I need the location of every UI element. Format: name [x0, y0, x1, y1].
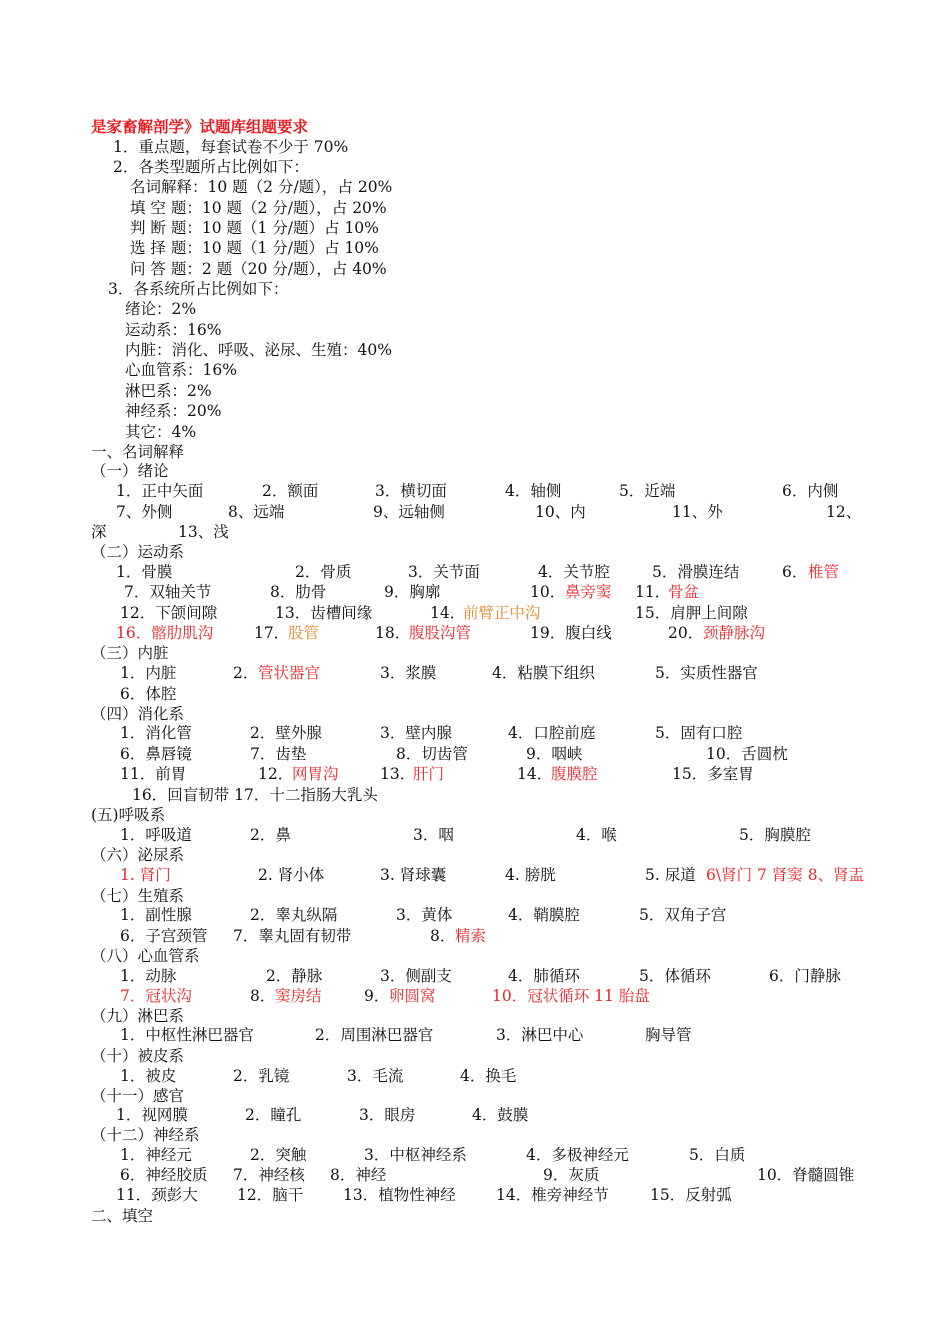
term-row: [0, 905, 950, 925]
key-term: 鼻旁窦: [565, 583, 612, 601]
term: 1．被皮: [120, 1067, 177, 1085]
key-term: 骨盆: [668, 583, 700, 601]
section-heading: （三）内脏: [91, 644, 169, 662]
term: 5．体循环: [639, 967, 711, 985]
term: 9．咽峡: [526, 745, 583, 763]
term: 1．神经元: [120, 1146, 192, 1164]
term: 2．额面: [262, 482, 319, 500]
term: 1．动脉: [120, 967, 177, 985]
term-number: 8．: [250, 987, 276, 1005]
term-number: 12．: [258, 765, 294, 783]
term-row: [0, 562, 950, 582]
section-heading: （十一）感官: [91, 1087, 185, 1105]
term: 6．内侧: [782, 482, 839, 500]
section-heading: (五)呼吸系: [91, 806, 166, 824]
term-row: [0, 1145, 950, 1165]
key-term: 前臂正中沟: [463, 604, 541, 622]
term: 8．肋骨: [270, 583, 327, 601]
section-heading: （十）被皮系: [91, 1047, 185, 1065]
term-row: [0, 825, 950, 845]
term: 7．睾丸固有韧带: [233, 927, 352, 945]
term: 4．肺循环: [508, 967, 580, 985]
key-term: 16．髂肋肌沟: [116, 624, 214, 642]
term-number: 20．: [668, 624, 704, 642]
term: 15．多室胃: [672, 765, 754, 783]
term: 1．呼吸道: [120, 826, 192, 844]
term-row: [0, 522, 950, 542]
term: 10．舌圆枕: [706, 745, 788, 763]
term: 11．前胃: [120, 765, 187, 783]
term: 3．横切面: [375, 482, 447, 500]
term-number: 18．: [375, 624, 411, 642]
term: 2．瞳孔: [245, 1106, 302, 1124]
term: 5．近端: [619, 482, 676, 500]
term-number: 10．: [530, 583, 566, 601]
term-row: [0, 1066, 950, 1086]
term: 1．副性腺: [120, 906, 192, 924]
term: 3. 肾球囊: [380, 866, 447, 884]
term-number: 8．: [430, 927, 456, 945]
term-number: 2．: [233, 664, 259, 682]
term: 3．黄体: [396, 906, 453, 924]
system-ratio-viscera: 内脏：消化、呼吸、泌尿、生殖：40%: [125, 341, 392, 359]
section-heading: （十二）神经系: [91, 1126, 200, 1144]
term: 13、浅: [178, 523, 229, 541]
document-title: 是家畜解剖学》试题库组题要求: [91, 117, 309, 136]
term: 6．鼻唇镜: [120, 745, 192, 763]
key-term: 1. 肾门: [120, 866, 171, 884]
term: 5．双角子宫: [639, 906, 727, 924]
term: 3．壁内腺: [380, 724, 452, 742]
term-number: 17．: [254, 624, 290, 642]
term: 19．腹白线: [530, 624, 612, 642]
term: 10、内: [535, 503, 586, 521]
term-row: [0, 1025, 950, 1045]
term-row: [0, 744, 950, 764]
key-term: 腹股沟管: [409, 624, 472, 642]
term: 4．多极神经元: [526, 1146, 629, 1164]
term: 5．胸膜腔: [739, 826, 811, 844]
term: 2．睾丸纵隔: [250, 906, 338, 924]
term: 6．体腔: [120, 685, 177, 703]
term: 12、: [826, 503, 862, 521]
term-number: 14．: [517, 765, 553, 783]
term-row: [0, 1105, 950, 1125]
term: 6．子宫颈管: [120, 927, 208, 945]
term-row: [0, 926, 950, 946]
term: 13．植物性神经: [343, 1186, 456, 1204]
term: 1．视网膜: [116, 1106, 188, 1124]
term: 13．齿槽间缘: [275, 604, 373, 622]
key-term: 颈静脉沟: [703, 624, 766, 642]
term: 9、远轴侧: [373, 503, 445, 521]
term: 8．神经: [330, 1166, 387, 1184]
term: 1．中枢性淋巴器官: [120, 1026, 254, 1044]
term: 4．粘膜下组织: [492, 664, 595, 682]
ratio-true-false: 判 断 题：10 题（1 分/题）占 10%: [130, 219, 379, 237]
system-ratio-locomotor: 运动系：16%: [125, 321, 222, 339]
term: 1．正中矢面: [116, 482, 204, 500]
term: 4．鞘膜腔: [508, 906, 580, 924]
term-row: [0, 966, 950, 986]
term: 3．侧副支: [380, 967, 452, 985]
term-number: 11．: [635, 583, 671, 601]
key-term: 精索: [455, 927, 487, 945]
term: 2．乳镜: [233, 1067, 290, 1085]
system-ratio-nervous: 神经系：20%: [125, 402, 222, 420]
term: 1．内脏: [120, 664, 177, 682]
section-heading: （二）运动系: [91, 543, 185, 561]
term-row: [0, 603, 950, 623]
term: 6．门静脉: [769, 967, 841, 985]
term: 11．颈彭大: [116, 1186, 198, 1204]
ratio-choice: 选 择 题：10 题（1 分/题）占 10%: [130, 239, 379, 257]
term: 10．脊髓圆锥: [757, 1166, 855, 1184]
term: 9．胸廓: [384, 583, 441, 601]
term: 2．鼻: [250, 826, 291, 844]
part1-heading: 一、名词解释: [91, 443, 185, 461]
section-heading: （七）生殖系: [91, 887, 185, 905]
term-row: [0, 663, 950, 683]
key-term: 网胃沟: [292, 765, 339, 783]
term-row: [0, 1165, 950, 1185]
term: 4．轴侧: [505, 482, 562, 500]
system-ratio-other: 其它：4%: [125, 423, 197, 441]
requirement-2: 2．各类型题所占比例如下：: [113, 158, 309, 176]
term: 12．脑干: [237, 1186, 304, 1204]
term: 14．椎旁神经节: [496, 1186, 609, 1204]
term: 2．静脉: [266, 967, 323, 985]
ratio-term-definition: 名词解释：10 题（2 分/题），占 20%: [130, 178, 393, 196]
term: 8、远端: [228, 503, 285, 521]
term: 4．换毛: [460, 1067, 517, 1085]
term: 3．咽: [413, 826, 454, 844]
part2-heading: 二、填空: [91, 1207, 154, 1225]
key-term: 管状器官: [258, 664, 321, 682]
term: 2. 肾小体: [258, 866, 325, 884]
term: 3．淋巴中心: [496, 1026, 584, 1044]
term: 16．回盲韧带 17．十二指肠大乳头: [132, 786, 378, 804]
term: 11、外: [672, 503, 723, 521]
term-row: [0, 684, 950, 704]
system-ratio-intro: 绪论：2%: [125, 300, 197, 318]
key-term: 10．冠状循环 11 胎盘: [492, 987, 650, 1005]
key-term: 肝门: [413, 765, 445, 783]
key-term: 6\肾门 7 肾窦 8、肾盂: [706, 866, 865, 884]
term: 7、外侧: [116, 503, 173, 521]
key-term: 腹膜腔: [551, 765, 598, 783]
term-row: [0, 582, 950, 602]
term-row: [0, 865, 950, 885]
term: 4．关节腔: [538, 563, 610, 581]
system-ratio-lymph: 淋巴系：2%: [125, 382, 212, 400]
term: 3．眼房: [359, 1106, 416, 1124]
term: 4．喉: [576, 826, 617, 844]
term: 3．中枢神经系: [364, 1146, 467, 1164]
term: 5. 尿道: [645, 866, 696, 884]
term: 4．口腔前庭: [508, 724, 596, 742]
term: 8．切齿管: [396, 745, 468, 763]
key-term: 椎管: [808, 563, 840, 581]
term: 6．神经胶质: [120, 1166, 208, 1184]
term-number: 13．: [380, 765, 416, 783]
term-row: [0, 1185, 950, 1205]
term-row: [0, 723, 950, 743]
key-term: 股管: [288, 624, 320, 642]
term: 5．实质性器官: [655, 664, 758, 682]
term: 12．下颌间隙: [120, 604, 218, 622]
term-number: 9．: [364, 987, 390, 1005]
term-row: [0, 481, 950, 501]
section-heading: （一）绪论: [91, 462, 169, 480]
term: 4. 膀胱: [505, 866, 556, 884]
term: 15．反射弧: [650, 1186, 732, 1204]
term: 胸导管: [645, 1026, 692, 1044]
term-row: [0, 986, 950, 1006]
key-term: 窦房结: [275, 987, 322, 1005]
term: 2．突触: [250, 1146, 307, 1164]
term: 1．消化管: [120, 724, 192, 742]
term: 7．双轴关节: [124, 583, 212, 601]
term: 3．浆膜: [380, 664, 437, 682]
term: 3．毛流: [347, 1067, 404, 1085]
term-row: [0, 785, 950, 805]
section-heading: （八）心血管系: [91, 947, 200, 965]
term: 4．鼓膜: [472, 1106, 529, 1124]
term: 2．骨质: [295, 563, 352, 581]
term: 7．齿垫: [250, 745, 307, 763]
term: 5．固有口腔: [655, 724, 743, 742]
term-row: [0, 502, 950, 522]
section-heading: （九）淋巴系: [91, 1007, 185, 1025]
term: 9．灰质: [543, 1166, 600, 1184]
ratio-essay: 问 答 题：2 题（20 分/题），占 40%: [130, 260, 387, 278]
section-heading: （六）泌尿系: [91, 846, 185, 864]
term: 1．骨膜: [116, 563, 173, 581]
term-number: 6．: [782, 563, 808, 581]
section-heading: （四）消化系: [91, 705, 185, 723]
requirement-1: 1．重点题，每套试卷不少于 70%: [113, 138, 349, 156]
key-term: 卵圆窝: [389, 987, 436, 1005]
term: 2．壁外腺: [250, 724, 322, 742]
requirement-3: 3．各系统所占比例如下：: [108, 280, 289, 298]
system-ratio-cardio: 心血管系：16%: [125, 361, 237, 379]
term: 7．神经核: [233, 1166, 305, 1184]
key-term: 7．冠状沟: [120, 987, 192, 1005]
term: 深: [91, 523, 107, 541]
term-number: 14．: [430, 604, 466, 622]
term: 2．周围淋巴器官: [315, 1026, 434, 1044]
term: 5．白质: [689, 1146, 746, 1164]
term: 5．滑膜连结: [652, 563, 740, 581]
term-row: [0, 623, 950, 643]
term-row: [0, 764, 950, 784]
term: 15．肩胛上间隙: [635, 604, 748, 622]
term: 3．关节面: [408, 563, 480, 581]
ratio-fill-blank: 填 空 题：10 题（2 分/题），占 20%: [130, 199, 387, 217]
